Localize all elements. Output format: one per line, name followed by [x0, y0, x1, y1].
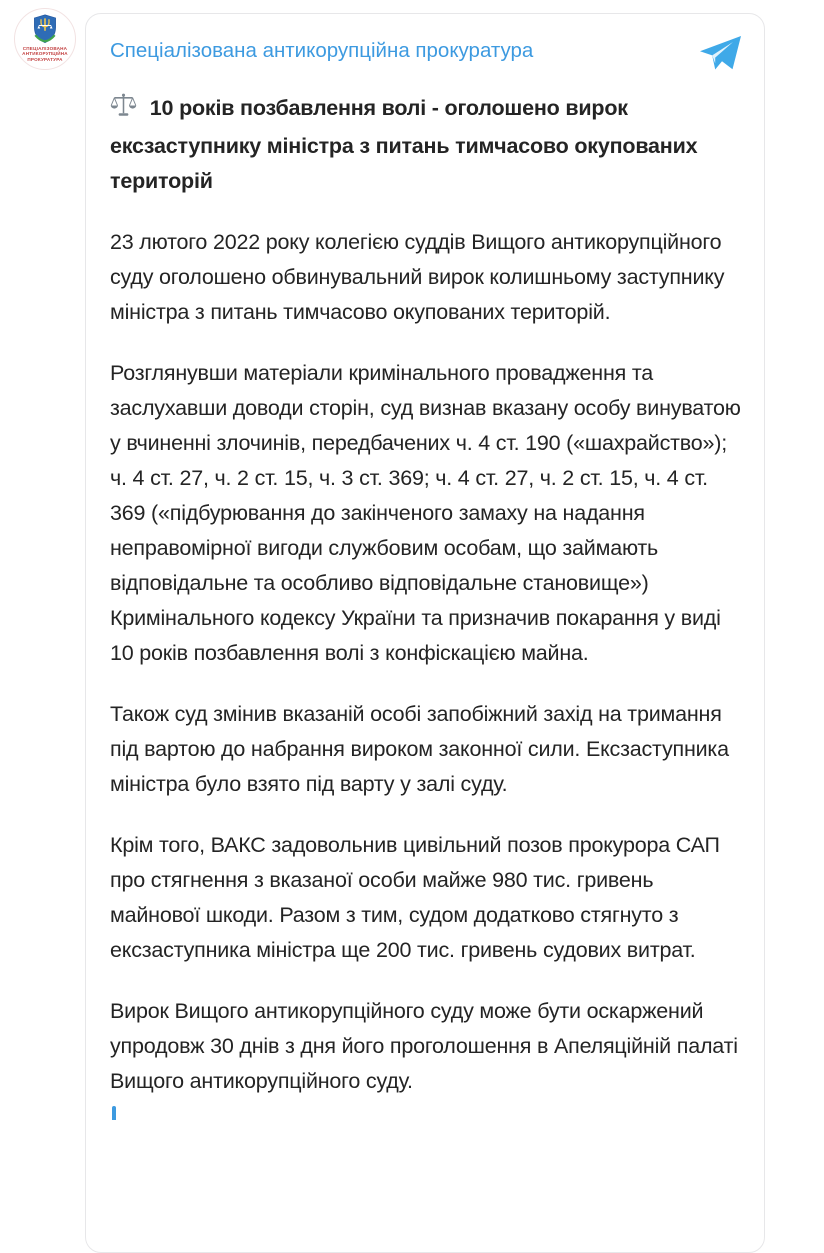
truncated-link[interactable] [112, 1106, 116, 1120]
post-paragraph: Також суд змінив вказаній особі запобіжний захід на тримання під вартою до набрання вироком законної сили. Ексзаступника міністра було взято під варту у залі суду. [110, 702, 729, 796]
channel-avatar[interactable] [14, 8, 76, 70]
post-paragraph: 23 лютого 2022 року колегією суддів Вищого антикорупційного суду оголошено обвинувальний вирок колишньому заступнику міністра з питань тимчасово окупованих територій. [110, 230, 725, 324]
bubble-header [110, 32, 742, 77]
post-paragraph: Вирок Вищого антикорупційного суду може бути оскаржений упродовж 30 днів з дня його проголошення в Апеляційній палаті Вищого антикорупційного суду. [110, 999, 738, 1093]
post-paragraph: Розглянувши матеріали кримінального провадження та заслухавши доводи сторін, суд визнав вказану особу винуватою у вчиненні злочинів, передбачених ч. 4 ст. 190 («шахрайство»); ч. 4 ст. 27, ч. 2 ст. 15, ч. 3 ст. 369; ч. 4 ст. 27, ч. 2 ст. 15, ч. 4 ст. 369 («підбурювання до закінченого замаху на надання неправомірної вигоди службовим особам, що займають відповідальне та особливо відповідальне становище») Кримінального кодексу України та призначив покарання у виді 10 років позбавлення волі з конфіскацією майна. [110, 361, 741, 665]
avatar-caption: СПЕЦІАЛІЗОВАНА АНТИКОРУПЦІЙНА ПРОКУРАТУРА [22, 46, 68, 62]
post-title-text: 10 років позбавлення волі - оголошено вирок ексзаступнику міністра з питань тимчасово окупованих територій [110, 96, 698, 193]
message-bubble [85, 13, 765, 1253]
post-paragraph: Крім того, ВАКС задовольнив цивільний позов прокурора САП про стягнення з вказаної особи майже 980 тис. гривень майнової шкоди. Разом з тим, судом додатково стягнуто з ексзаступника міністра ще 200 тис. гривень судових витрат. [110, 833, 720, 962]
post-body [110, 225, 742, 1099]
telegram-plane-icon[interactable] [699, 35, 742, 77]
scales-of-justice-icon [110, 99, 143, 123]
prosecutor-emblem-icon [31, 9, 59, 44]
channel-name-link[interactable]: Спеціалізована антикорупційна прокуратура [110, 39, 534, 62]
post-title [110, 91, 710, 199]
